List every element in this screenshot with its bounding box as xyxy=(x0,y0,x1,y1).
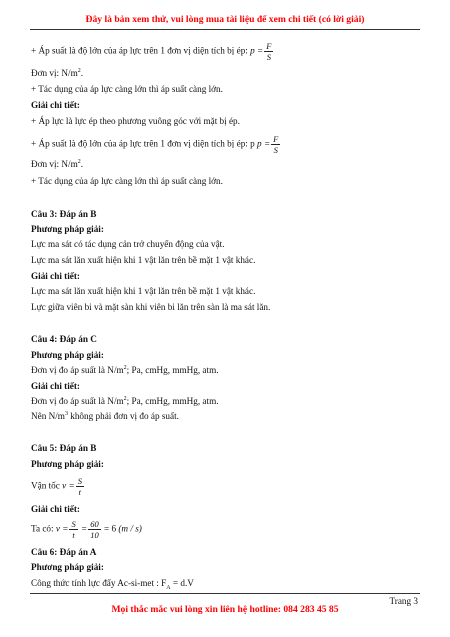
text: Công thức tính lực đẩy Ac-si-met : F xyxy=(31,578,167,588)
formula-lhs: p = xyxy=(257,138,271,149)
q5-detail-heading: Giải chi tiết: xyxy=(31,504,80,514)
denominator: 10 xyxy=(90,530,99,540)
text: Đơn vị: N/m xyxy=(31,68,78,78)
q3-detail-line-2: Lực giữa viên bi và mặt sàn khi viên bi lăn trên sàn là ma sát lăn. xyxy=(31,302,271,312)
q3-detail-line-1: Lực ma sát lăn xuất hiện khi 1 vật lăn trên bề mặt 1 vật khác. xyxy=(31,286,256,296)
q4-title: Câu 4: Đáp án C xyxy=(31,334,97,344)
denominator: S xyxy=(266,52,271,62)
formula-fraction-2 xyxy=(88,519,101,540)
text: . xyxy=(80,68,84,78)
numerator: S xyxy=(77,476,82,486)
text: Đơn vị đo áp suất là N/m xyxy=(31,396,124,406)
q4-method-heading: Phương pháp giải: xyxy=(31,350,104,360)
q6-method-line-1 xyxy=(31,577,194,589)
unit-line-2 xyxy=(31,158,83,170)
numerator: S xyxy=(71,519,76,529)
formula-unit: (m / s) xyxy=(118,523,142,534)
text: + Áp suất là độ lớn của áp lực trên 1 đơn vị diện tích bị ép: p xyxy=(31,138,255,149)
q6-title: Câu 6: Đáp án A xyxy=(31,547,97,557)
q5-title: Câu 5: Đáp án B xyxy=(31,443,97,453)
formula-lhs: v = xyxy=(62,480,75,491)
superscript: 2 xyxy=(123,395,127,402)
text: Ta có: xyxy=(31,523,54,534)
text: không phải đơn vị đo áp suất. xyxy=(67,411,179,421)
q3-method-line-1: Lực ma sát có tác dụng cản trở chuyển động của vật. xyxy=(31,239,225,249)
detail-heading: Giải chi tiết: xyxy=(31,100,80,110)
superscript: 2 xyxy=(77,67,81,74)
text: Đơn vị đo áp suất là N/m xyxy=(31,365,124,375)
effect-line: + Tác dụng của áp lực càng lớn thì áp suất càng lớn. xyxy=(31,84,223,94)
text: . xyxy=(80,159,84,169)
formula-fraction-1 xyxy=(69,519,77,540)
pressure-definition-line-2 xyxy=(31,134,281,155)
superscript: 2 xyxy=(123,364,127,371)
text: + Áp suất là độ lớn của áp lực trên 1 đơn vị diện tích bị ép: xyxy=(31,45,248,56)
q3-title: Câu 3: Đáp án B xyxy=(31,209,97,219)
formula-result: = 6 xyxy=(104,523,117,534)
denominator: S xyxy=(273,145,278,155)
q4-detail-heading: Giải chi tiết: xyxy=(31,381,80,391)
formula-fraction xyxy=(76,476,84,497)
preview-banner: Đây là bản xem thử, vui lòng mua tài liệu để xem chi tiết (có lời giải) xyxy=(85,14,365,25)
effect-line-2: + Tác dụng của áp lực càng lớn thì áp suất càng lớn. xyxy=(31,176,223,186)
unit-line xyxy=(31,67,83,79)
numerator: F xyxy=(266,41,272,51)
text: ; Pa, cmHg, mmHg, atm. xyxy=(126,396,219,406)
superscript: 2 xyxy=(77,158,81,165)
q4-detail-line-1 xyxy=(31,395,219,407)
subscript: A xyxy=(166,584,171,591)
numerator: F xyxy=(273,134,279,144)
numerator: 60 xyxy=(90,519,99,529)
text: Vận tốc xyxy=(31,480,60,491)
denominator: t xyxy=(78,487,82,497)
denominator: t xyxy=(72,530,75,540)
formula-lhs: v = xyxy=(55,523,69,534)
text: ; Pa, cmHg, mmHg, atm. xyxy=(126,365,219,375)
text: Đơn vị: N/m xyxy=(31,159,78,169)
q3-method-heading: Phương pháp giải: xyxy=(31,224,104,234)
hotline-footer: Mọi thắc mắc vui lòng xin liên hệ hotline: 084 283 45 85 xyxy=(111,604,339,615)
q6-method-heading: Phương pháp giải: xyxy=(31,562,104,572)
q5-detail-line-1: Ta có: v = $\frac{S}{t}$ = $\frac{60}{10}$ = 6 (m / s) xyxy=(31,519,142,540)
q3-detail-heading: Giải chi tiết: xyxy=(31,271,80,281)
page-number: Trang 3 xyxy=(389,596,418,606)
q5-method-line-1 xyxy=(31,476,85,497)
header-divider xyxy=(30,29,420,30)
q5-method-heading: Phương pháp giải: xyxy=(31,459,104,469)
text: Nên N/m xyxy=(31,411,65,421)
force-definition-line: + Áp lực là lực ép theo phương vuông góc với mặt bị ép. xyxy=(31,116,240,126)
superscript: 3 xyxy=(64,410,68,417)
q4-method-line-1 xyxy=(31,364,219,376)
footer-divider xyxy=(30,593,420,594)
pressure-definition-line xyxy=(31,41,274,62)
q3-method-line-2: Lực ma sát lăn xuất hiện khi 1 vật lăn trên bề mặt 1 vật khác. xyxy=(31,255,256,265)
formula-fraction xyxy=(264,41,273,62)
formula-fraction xyxy=(271,134,280,155)
formula-lhs: p = xyxy=(250,45,264,56)
text: = d.V xyxy=(170,578,194,588)
q4-detail-line-2 xyxy=(31,410,179,422)
